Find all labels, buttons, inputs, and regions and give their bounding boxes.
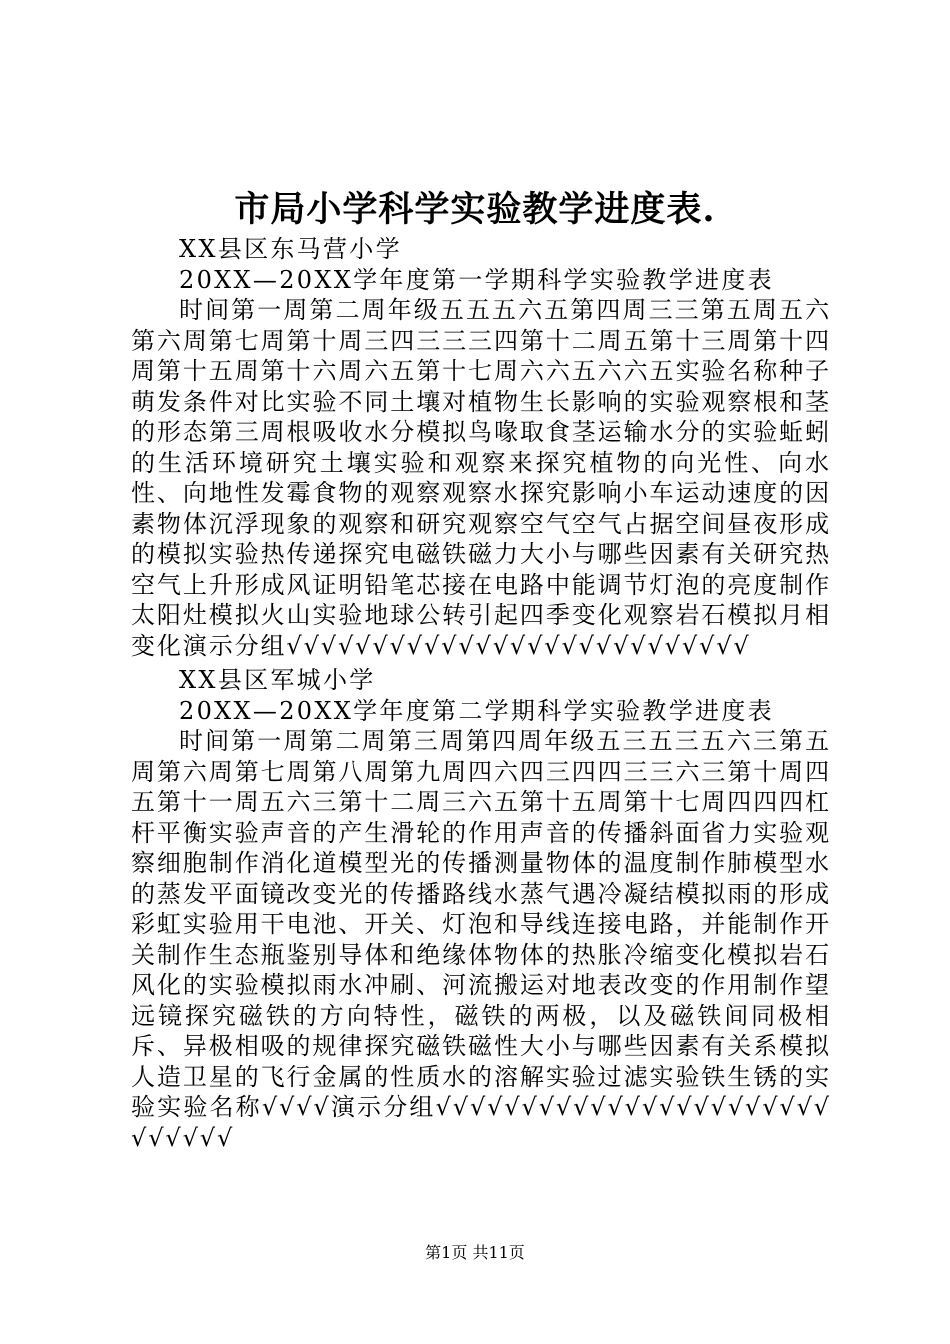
document-title: 市局小学科学实验教学进度表. [234,189,716,230]
page-number: 第1页 共11页 [425,1243,525,1262]
section-second-semester [131,665,831,1153]
school-name: XX县区军城小学 [179,666,376,694]
section-first-semester [131,234,831,661]
schedule-body: 时间第一周第二周年级五五五六五第四周三三第五周五六第六周第七周第十周三四三三三四第十二周五第十三周第十四周第十五周第十六周六五第十七周六六五六六五实验名称种子萌发条件对比实验不同土壤对植物生长影响的实验观察根和茎的形态第三周根吸收水分模拟鸟喙取食茎运输水分的实验蚯蚓的生活环境研究土壤实验和观察来探究植物的向光性、向水性、向地性发霉食物的观察观察水探究影响小车运动速度的因素物体沉浮现象的观察和研究观察空气空气占据空间昼夜形成的模拟实验热传递探究电磁铁磁力大小与哪些因素有关研究热空气上升形成风证明铅笔芯接在电路中能调节灯泡的亮度制作太阳灶模拟火山实验地球公转引起四季变化观察岩石模拟月相变化演示分组√√√√√√√√√√√√√√√√√√√√√√√√√√√ [131,296,831,660]
schedule-title: 20XX—20XX学年度第二学期科学实验教学进度表 [179,696,774,725]
document-body [131,234,831,1153]
school-name: XX县区东马营小学 [179,235,402,263]
schedule-body: 时间第一周第二周第三周第四周年级五三五三五六三第五周第六周第七周第八周第九周四六四三四四三三六三第十周四五第十一周五六三第十二周三六五第十五周第十七周四四四杠杆平衡实验声音的产生滑轮的作用声音的传播斜面省力实验观察细胞制作消化道模型光的传播测量物体的温度制作肺模型水的蒸发平面镜改变光的传播路线水蒸气遇冷凝结模拟雨的形成彩虹实验用干电池、开关、灯泡和导线连接电路，并能制作开关制作生态瓶鉴别导体和绝缘体物体的热胀冷缩变化模拟岩石风化的实验模拟雨水冲刷、河流搬运对地表改变的作用制作望远镜探究磁铁的方向特性，磁铁的两极，以及磁铁间同极相斥、异极相吸的规律探究磁铁磁性大小与哪些因素有关系模拟人造卫星的飞行金属的性质水的溶解实验过滤实验铁生锈的实验实验名称√√√√演示分组√√√√√√√√√√√√√√√√√√√√√√√√√√√√√ [131,727,831,1152]
schedule-title: 20XX—20XX学年度第一学期科学实验教学进度表 [179,265,774,294]
